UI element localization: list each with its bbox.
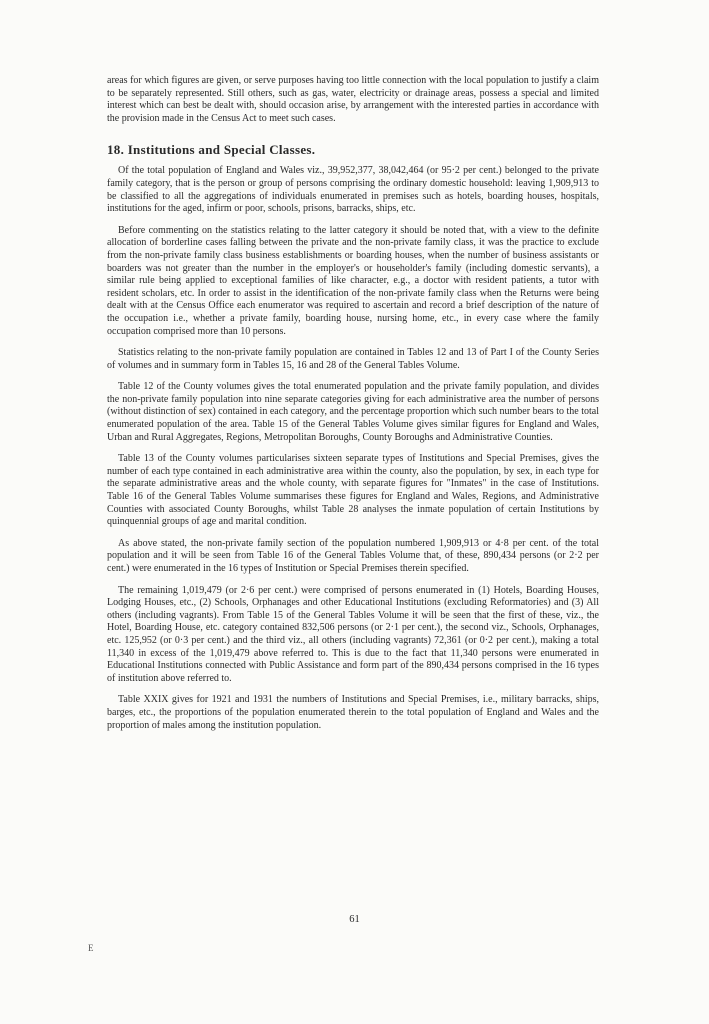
paragraph-borderline-cases: Before commenting on the statistics relating to the latter category it should be noted that, with a view to the definite allocation of borderline cases falling between the private and the non-private family class, it was the practice to exclude from the non-private family class business establishments or boarding houses, when the number of business assistants or boarders was not greater than the number in the employer's or householder's family (including domestic servants), a similar rule being applied to exceptional families of like character, e.g., a doctor with resident patients, a tutor with resident scholars, etc. In order to assist in the identification of the non-private family class when the Returns were being dealt with at the Census Office each enumerator was required to ascertain and record a brief description of the nature of the occupation i.e., whether a private family, boarding house, nursing home, etc., in every case where the family occupation comprised more than 10 persons.	[107, 224, 599, 337]
paragraph-statistics-tables: Statistics relating to the non-private family population are contained in Tables 12 and 13 of Part I of the County Series of volumes and in summary form in Tables 15, 16 and 28 of the General Tables Volume.	[107, 347, 599, 371]
paragraph-remaining-persons: The remaining 1,019,479 (or 2·6 per cent.) were comprised of persons enumerated in (1) Hotels, Boarding Houses, Lodging Houses, etc., (2) Schools, Orphanages and other Educational Institutions (excluding Reformatories) and (3) All others (including vagrants). From Table 15 of the General Tables Volume it will be seen that the first of these, viz., the Hotel, Boarding House, etc. category contained 832,506 persons (or 2·1 per cent.), the second viz., Schools, Orphanages, etc. 125,952 (or 0·3 per cent.) and the third viz., all others (including vagrants) 72,361 (or 0·2 per cent.), making a total 11,340 in excess of the 1,019,479 above referred to. This is due to the fact that 11,340 persons were enumerated in Educational Institutions connected with Public Assistance and form part of the 890,434 persons comprised in the 16 types of institution above referred to.	[107, 584, 599, 684]
paragraph-table-xxix: Table XXIX gives for 1921 and 1931 the numbers of Institutions and Special Premises, i.e., military barracks, ships, barges, etc., the proportions of the population enumerated therein to the total population of England and Wales and the proportion of males among the institution population.	[107, 694, 599, 731]
page-number: 61	[349, 914, 360, 925]
intro-paragraph: areas for which figures are given, or serve purposes having too little connection with the local population to justify a claim to be separately represented. Still others, such as gas, water, electricity or drainage areas, possess a special and limited interest which can best be dealt with, should occasion arise, by arrangement with the interested parties in accordance with the provision made in the Census Act to meet such cases.	[107, 75, 599, 124]
paragraph-total-population: Of the total population of England and Wales viz., 39,952,377, 38,042,464 (or 95·2 per cent.) belonged to the private family category, that is the person or group of persons comprising the ordinary domestic household: leaving 1,909,913 to be classified to all the aggregations of individuals enumerated in premises such as hotels, boarding houses, hospitals, institutions for the aged, infirm or poor, schools, prisons, barracks, ships, etc.	[107, 165, 599, 215]
paragraph-non-private-section: As above stated, the non-private family section of the population numbered 1,909,913 or 4·8 per cent. of the total population and it will be seen from Table 16 of the General Tables Volume that, of these, 890,434 persons (or 2·2 per cent.) were enumerated in the 16 types of Institution or Special Premises therein specified.	[107, 537, 599, 574]
paragraph-table-13: Table 13 of the County volumes particularises sixteen separate types of Institutions and Special Premises, gives the number of each type contained in each administrative area within the county, also the population, by sex, in each type for the separate administrative areas and the whole county, with separate figures for "Inmates" in the case of Institutions. Table 16 of the General Tables Volume summarises these figures for England and Wales, Regions, and Administrative Counties with associated County Boroughs, whilst Table 28 analyses the inmate population of certain Institutions by quinquennial groups of age and marital condition.	[107, 453, 599, 528]
section-heading: 18. Institutions and Special Classes.	[107, 142, 316, 158]
signature-mark: E	[88, 943, 94, 953]
paragraph-table-12: Table 12 of the County volumes gives the total enumerated population and the private family population, and divides the non-private family population into nine separate categories giving for each administrative area the number of persons (without distinction of sex) contained in each category, and the percentage proportion which such number bears to the total enumerated population of the area. Table 15 of the General Tables Volume gives similar figures for England and Wales, Urban and Rural Aggregates, Regions, Metropolitan Boroughs, County Boroughs and Administrative Counties.	[107, 381, 599, 443]
page-body	[107, 75, 599, 741]
